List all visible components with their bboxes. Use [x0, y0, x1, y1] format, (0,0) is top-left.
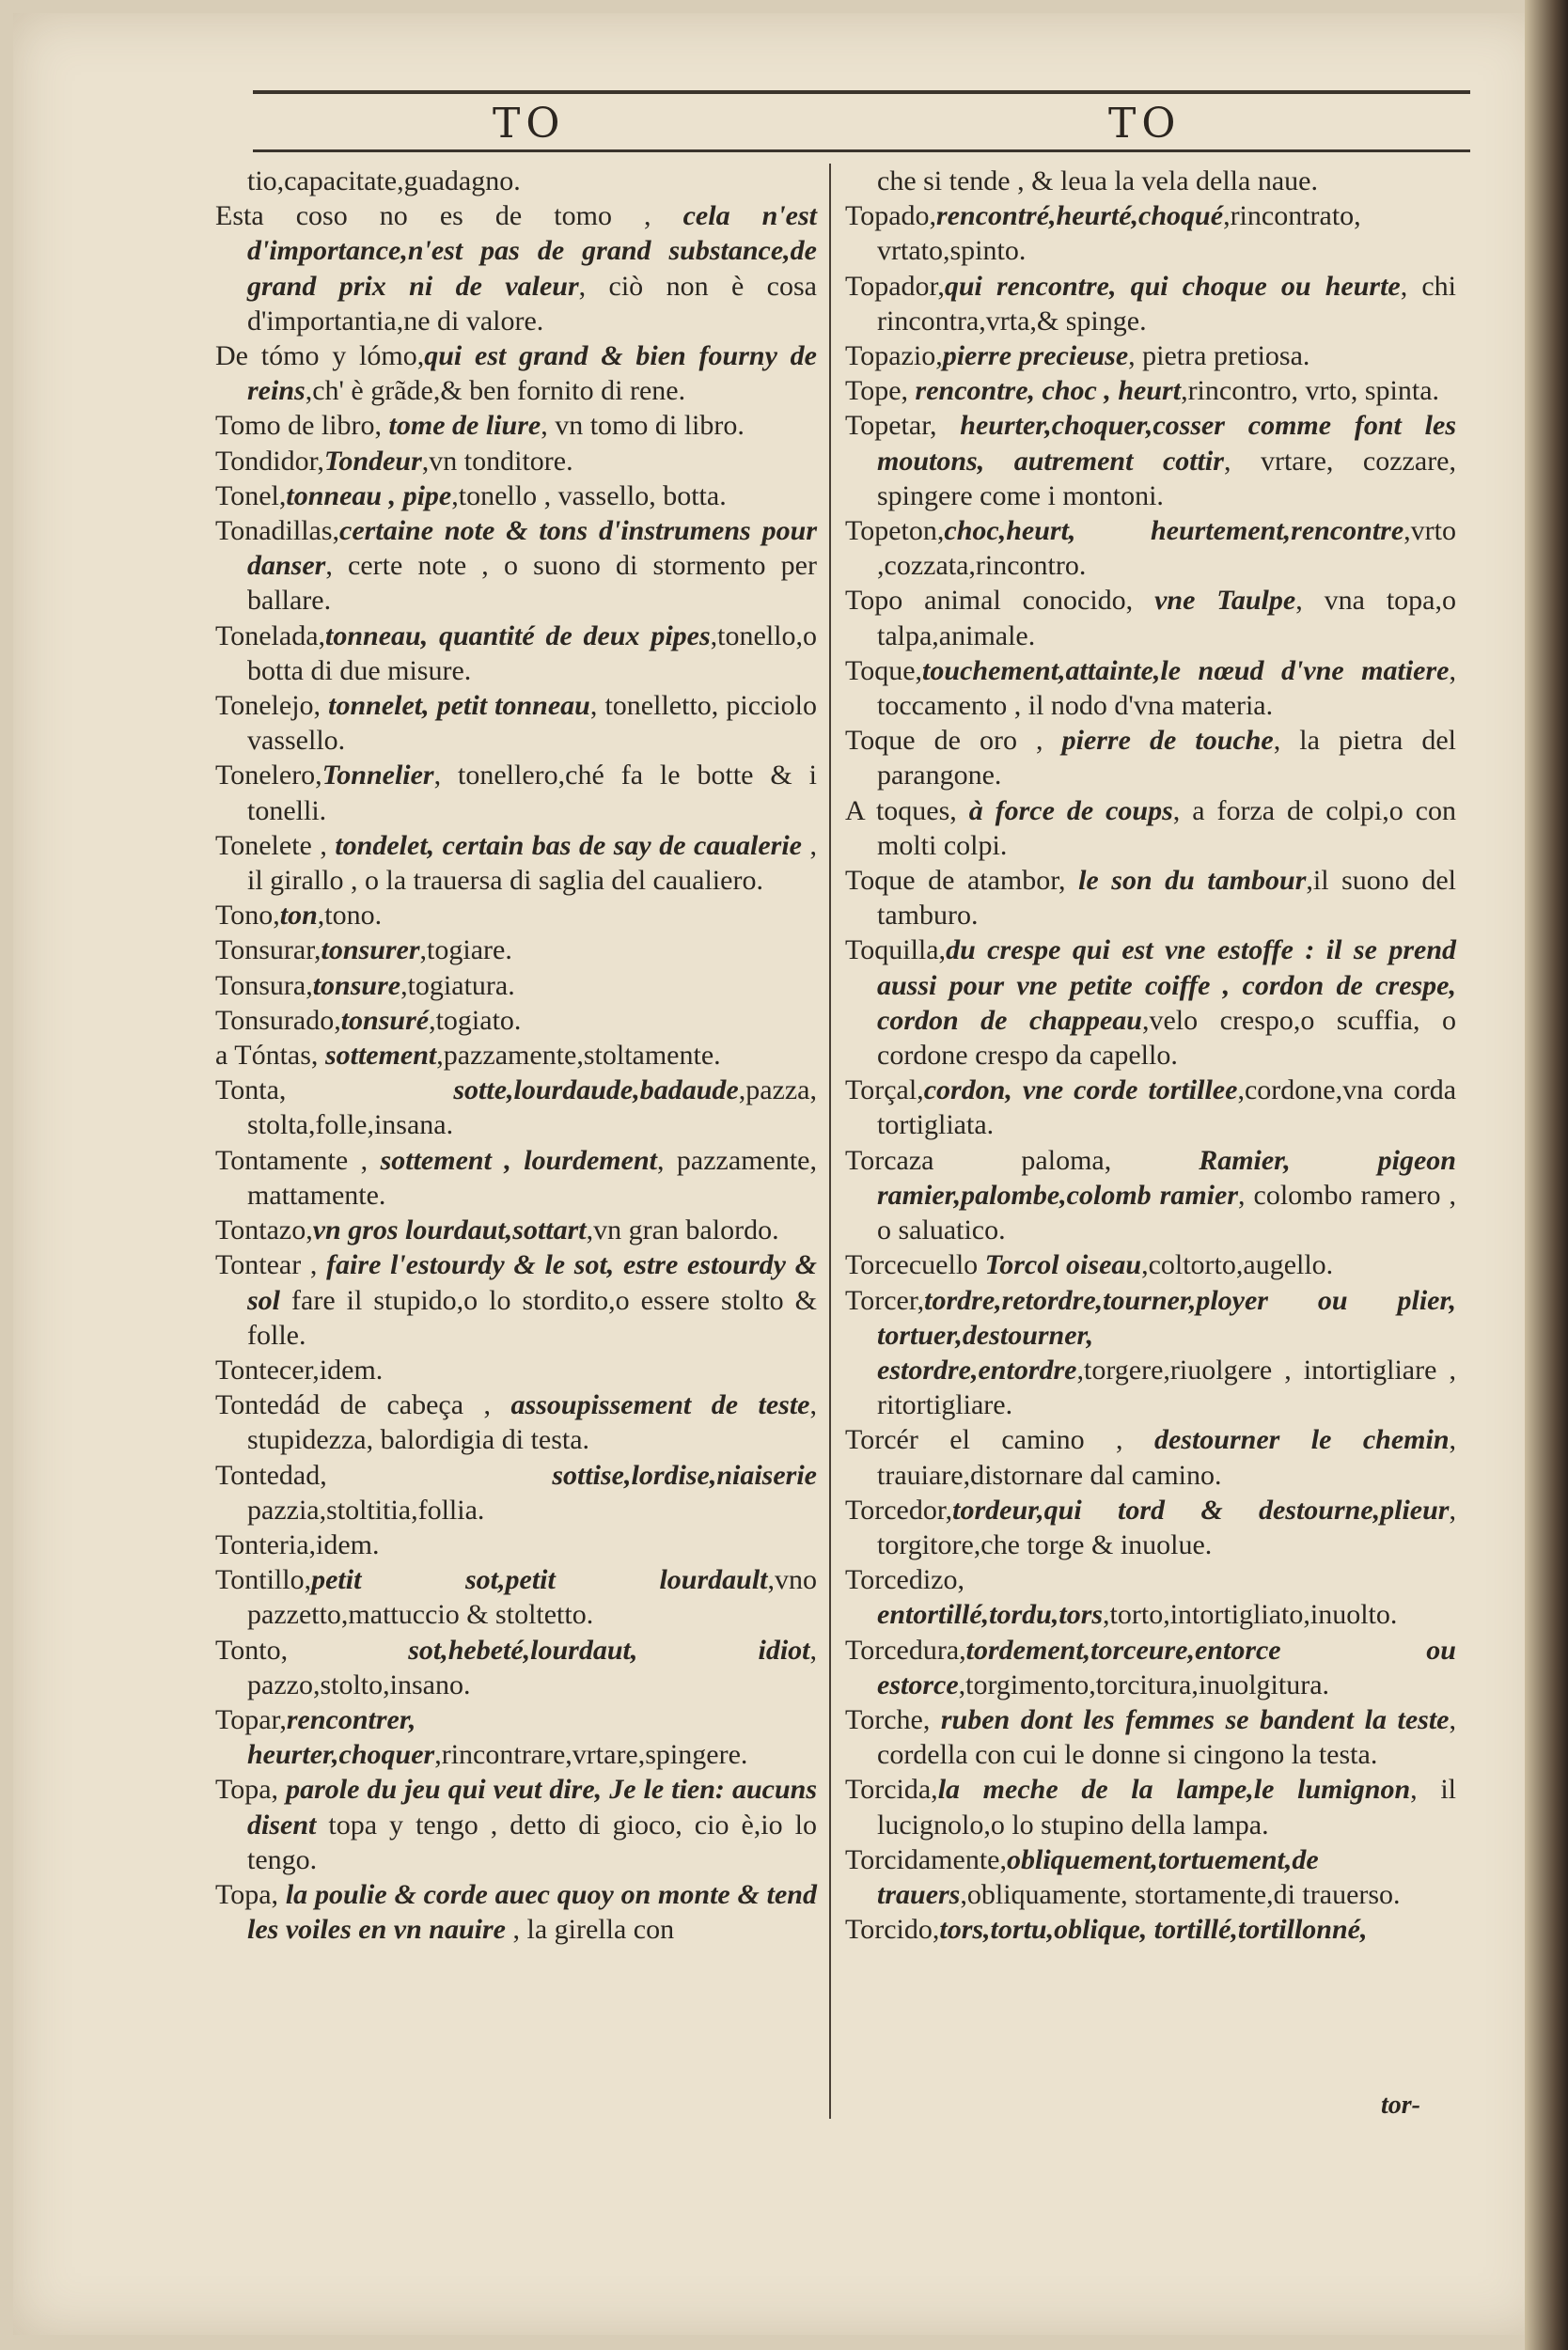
entry-italian: , vna topa,o talpa,animale. [877, 585, 1456, 651]
entry-french: rencontre, choc , heurt [915, 375, 1182, 407]
entry-italian: , il girallo , o la trauersa di saglia del caualiero. [247, 829, 817, 897]
entry-french: du crespe qui est vne estoffe : il se prend aussi pour vne petite coiffe , cordon de crespe, cordon de chappeau [877, 934, 1456, 1036]
dictionary-entry [215, 688, 817, 758]
entry-headword: Toquilla, [845, 934, 947, 966]
entry-french: entortillé,tordu,tors [877, 1599, 1104, 1631]
dictionary-entry [215, 1143, 817, 1213]
entry-italian: ,tonello , vassello, botta. [451, 479, 727, 511]
entry-headword: Tontedad, [215, 1459, 553, 1491]
entry-italian: ,rincontro, vrto, spinta. [1181, 375, 1440, 407]
entry-headword: Tonsurar, [215, 934, 321, 966]
entry-french: sottement , lourdement [380, 1144, 657, 1176]
entry-italian: , chi rincontra,vrta,& spinge. [877, 270, 1456, 337]
entry-french: ruben dont les femmes se bandent la teste [940, 1703, 1450, 1735]
dictionary-entry [845, 1073, 1456, 1142]
dictionary-entry [215, 1003, 817, 1038]
dictionary-entry [845, 269, 1456, 338]
entry-french: rencontrer, heurter,choquer [247, 1703, 435, 1771]
entry-french: ton [279, 900, 318, 932]
dictionary-entry [845, 164, 1456, 198]
entry-italian: , pazzamente, mattamente. [247, 1144, 817, 1211]
dictionary-entry [215, 1877, 817, 1947]
dictionary-entry [215, 619, 817, 688]
entry-headword: Tope, [845, 375, 916, 407]
entry-italian: ,togiato. [429, 1004, 522, 1036]
entry-headword: Tonelejo, [215, 690, 329, 722]
entry-headword: Tonteria, [215, 1528, 317, 1560]
dictionary-entry [845, 1702, 1456, 1772]
dictionary-entry [215, 1702, 817, 1772]
entry-italian: , il lucignolo,o lo stupino della lampa. [877, 1774, 1456, 1841]
entry-italian: ,rincontrato, vrtato,spinto. [877, 200, 1361, 267]
entry-headword: Topetar, [845, 410, 961, 442]
dictionary-entry [215, 513, 817, 619]
entry-italian: ,torgere,riuolgere , intortigliare , ritortigliare. [877, 1354, 1456, 1421]
dictionary-entry [215, 478, 817, 513]
dictionary-entry [845, 793, 1456, 863]
entry-italian: , certe note , o suono di stormento per ballare. [247, 550, 817, 617]
entry-headword: Torcedizo, [845, 1564, 965, 1596]
entry-headword: Tonadillas, [215, 515, 340, 547]
dictionary-entry [215, 968, 817, 1003]
entry-headword: Tontear , [215, 1249, 327, 1281]
entry-headword: Tonsurado, [215, 1004, 341, 1036]
entry-french: petit sot,petit lourdault [311, 1564, 768, 1596]
running-head-left: TO [493, 100, 566, 148]
entry-headword: Topa, [215, 1774, 287, 1806]
entry-italian: , pietra pretiosa. [1128, 340, 1310, 372]
entry-italian: ,rincontrare,vrtare,spingere. [434, 1739, 748, 1771]
entry-italian: , torgitore,che torge & inuolue. [877, 1494, 1456, 1560]
entry-headword: Torcedor, [845, 1494, 953, 1526]
entry-french: tonneau, quantité de deux pipes [325, 619, 711, 651]
entry-italian: ,torto,intortigliato,inuolto. [1103, 1599, 1398, 1631]
entry-italian: ,tono. [317, 900, 383, 932]
entry-headword: Torche, [845, 1703, 941, 1735]
entry-headword: Tondidor, [215, 445, 324, 477]
entry-italian: , la pietra del parangone. [877, 725, 1457, 791]
entry-headword: Torcér el camino , [845, 1424, 1154, 1456]
dictionary-entry [215, 1772, 817, 1877]
entry-italian: ,pazzamente,stoltamente. [436, 1040, 721, 1072]
entry-italian: ,togiare. [419, 934, 512, 966]
entry-headword: Tomo de libro, [215, 410, 389, 442]
dictionary-entry [845, 1247, 1456, 1282]
entry-french: tonsurer [321, 934, 420, 966]
entry-italian: ,vn tonditore. [421, 445, 573, 477]
entry-italian: , toccamento , il nodo d'vna materia. [877, 654, 1456, 722]
entry-headword: Esta coso no es de tomo , [215, 200, 683, 232]
dictionary-entry [845, 932, 1456, 1073]
entry-headword: A toques, [845, 794, 969, 826]
dictionary-entry [845, 513, 1456, 583]
page-edge-shadow [1525, 0, 1568, 2350]
entry-headword: Torcida, [845, 1774, 938, 1806]
dictionary-entry [845, 1283, 1456, 1423]
entry-headword: Tonelero, [215, 760, 322, 791]
entry-italian: ,vrto ,cozzata,rincontro. [877, 515, 1456, 582]
entry-french: tordre,retordre,tourner,ployer ou plier, tortuer,destourner, estordre,entordre [877, 1284, 1456, 1386]
entry-headword: Tonta, [215, 1074, 454, 1106]
entry-french: sotte,lourdaude,badaude [453, 1074, 739, 1106]
dictionary-entry [845, 198, 1456, 268]
dictionary-entry [215, 164, 817, 198]
entry-headword: Tonsura, [215, 969, 313, 1001]
dictionary-entry [215, 1353, 817, 1387]
entry-italian: , la girella con [506, 1914, 675, 1946]
entry-italian: idem. [316, 1528, 380, 1560]
entry-headword: Topado, [845, 200, 937, 232]
entry-french: assoupissement de teste [510, 1389, 810, 1421]
entry-french: sottement [324, 1040, 437, 1072]
entry-french: tordement,torceure,entorce ou estorce [877, 1634, 1456, 1700]
entry-french: cela n'est d'importance,n'est pas de grand substance,de grand prix ni de valeur [247, 200, 817, 302]
entry-italian: fare il stupido,o lo stordito,o essere stolto & folle. [247, 1284, 817, 1351]
entry-italian: , a forza de colpi,o con molti colpi. [877, 794, 1456, 861]
entry-italian: ,cordone,vna corda tortigliata. [877, 1074, 1457, 1141]
dictionary-entry [845, 1562, 1456, 1632]
entry-headword: Tonel, [215, 479, 287, 511]
entry-french: touchement,attainte,le nœud d'vne matiere [922, 654, 1450, 686]
header-rule [253, 149, 1470, 152]
dictionary-entry [845, 1842, 1456, 1912]
entry-italian: tio,capacitate,guadagno. [247, 165, 521, 196]
entry-french: la poulie & corde auec quoy on monte & tend les voiles en vn nauire [247, 1878, 817, 1946]
dictionary-entry [215, 1038, 817, 1073]
entry-french: vne Taulpe [1154, 585, 1296, 617]
entry-italian: ,coltorto,augello. [1141, 1249, 1334, 1281]
dictionary-entry [215, 1633, 817, 1702]
column-divider [829, 164, 831, 2119]
entry-french: Tondeur [323, 445, 422, 477]
entry-headword: Tontamente , [215, 1144, 381, 1176]
entry-headword: Tontillo, [215, 1564, 312, 1596]
entry-italian: , tonelletto, picciolo vassello. [247, 690, 818, 757]
entry-italian: ,ch' è grãde,& ben fornito di rene. [305, 375, 686, 407]
entry-french: tonsuré [340, 1004, 430, 1036]
dictionary-entry [845, 408, 1456, 513]
entry-french: heurter,choquer,cosser comme font les moutons, autrement cottir [877, 410, 1456, 477]
entry-italian: , stupidezza, balordigia di testa. [247, 1389, 817, 1456]
entry-headword: Tontazo, [215, 1214, 313, 1246]
dictionary-entry [215, 1073, 817, 1142]
entry-french: tonneau , pipe [286, 479, 452, 511]
entry-italian: ,togiatura. [400, 969, 515, 1001]
entry-french: rencontré,heurté,choqué [936, 200, 1224, 232]
entry-french: obliquement,tortuement,de trauers [877, 1843, 1319, 1910]
top-rule [253, 90, 1470, 94]
entry-headword: Topa, [215, 1878, 286, 1910]
entry-headword: Torcido, [845, 1914, 940, 1946]
entry-headword: Topo animal conocido, [845, 585, 1155, 617]
entry-headword: Tontedád de cabeça , [215, 1389, 511, 1421]
entry-french: qui est grand & bien fourny de reins [247, 340, 817, 407]
entry-headword: Tonto, [215, 1634, 409, 1666]
entry-headword: Tonelada, [215, 619, 326, 651]
entry-french: pierre precieuse [942, 340, 1129, 372]
entry-italian: ,pazza, stolta,folle,insana. [247, 1074, 817, 1141]
entry-french: Torcol oiseau [984, 1249, 1142, 1281]
dictionary-entry [845, 1912, 1456, 1947]
entry-italian: , trauiare,distornare dal camino. [877, 1424, 1457, 1491]
entry-french: Tonnelier [321, 760, 434, 791]
entry-italian: ,tonello,o botta di due misure. [247, 619, 817, 686]
entry-headword: Torçal, [845, 1074, 924, 1106]
dictionary-entry [845, 1143, 1456, 1248]
entry-italian: topa y tengo , detto di gioco, cio è,io lo tengo. [247, 1809, 817, 1875]
entry-french: sottise,lordise,niaiserie [552, 1459, 817, 1491]
dictionary-entry [845, 338, 1456, 373]
entry-headword: Topazio, [845, 340, 943, 372]
dictionary-entry [215, 338, 817, 408]
entry-headword: Toque, [845, 654, 923, 686]
entry-french: tors,tortu,oblique, tortillé,tortillonné, [939, 1914, 1368, 1946]
dictionary-entry [215, 198, 817, 338]
left-column [215, 164, 817, 1947]
entry-italian: , tonellero,ché fa le botte & i tonelli. [247, 760, 817, 826]
dictionary-entry [845, 1422, 1456, 1492]
entry-italian: , colombo ramero , o saluatico. [877, 1179, 1456, 1246]
entry-french: parole du jeu qui veut dire, Je le tien: aucuns disent [247, 1774, 817, 1841]
entry-headword: a Tóntas, [215, 1040, 325, 1072]
entry-french: la meche de la lampe,le lumignon [937, 1774, 1411, 1806]
entry-french: tondelet, certain bas de say de caualerie [335, 829, 802, 861]
entry-french: tome de liure [388, 410, 541, 442]
dictionary-entry [845, 1633, 1456, 1702]
entry-italian: ,torgimento,torcitura,inuolgitura. [958, 1668, 1330, 1700]
entry-italian: , vn tomo di libro. [541, 410, 745, 442]
dictionary-entry [215, 828, 817, 898]
entry-headword: Torcaza paloma, [845, 1144, 1200, 1176]
right-column [845, 164, 1456, 1947]
dictionary-entry [215, 1528, 817, 1562]
entry-headword: Torcer, [845, 1284, 925, 1316]
running-head-right: TO [1108, 100, 1182, 148]
entry-italian: ,il suono del tamburo. [877, 865, 1456, 932]
entry-french: destourner le chemin [1153, 1424, 1450, 1456]
entry-french: qui rencontre, qui choque ou heurte [944, 270, 1401, 302]
entry-italian: ,velo crespo,o scuffia, o cordone crespo da capello. [877, 1004, 1456, 1072]
entry-french: tordeur,qui tord & destourne,plieur [952, 1494, 1450, 1526]
entry-french: le son du tambour [1078, 865, 1307, 897]
entry-italian: idem. [319, 1354, 384, 1386]
entry-headword: Toque de oro , [845, 725, 1062, 757]
dictionary-entry [215, 444, 817, 478]
entry-italian: , vrtare, cozzare, spingere come i montoni. [877, 445, 1456, 511]
entry-headword: Topeton, [845, 515, 945, 547]
dictionary-entry [845, 723, 1456, 792]
dictionary-entry [845, 653, 1456, 723]
entry-italian: che si tende , & leua la vela della naue. [877, 165, 1318, 196]
dictionary-entry [845, 373, 1456, 408]
entry-french: à force de coups [968, 794, 1173, 826]
entry-french: tonnelet, petit tonneau [328, 690, 590, 722]
entry-french: pierre de touche [1061, 725, 1274, 757]
dictionary-entry [215, 758, 817, 827]
dictionary-entry [215, 1458, 817, 1528]
entry-headword: Torcedura, [845, 1634, 966, 1666]
dictionary-entry [845, 1772, 1456, 1841]
entry-italian: , cordella con cui le donne si cingono la testa. [877, 1703, 1456, 1771]
entry-headword: Tono, [215, 900, 280, 932]
entry-italian: ,vno pazzetto,mattuccio & stoltetto. [247, 1564, 817, 1631]
dictionary-entry [215, 1247, 817, 1353]
book-page [13, 13, 1545, 2335]
dictionary-entry [845, 583, 1456, 652]
dictionary-entry [845, 863, 1456, 932]
entry-headword: Topar, [215, 1703, 287, 1735]
entry-italian: ,vn gran balordo. [586, 1214, 779, 1246]
dictionary-entry [215, 408, 817, 443]
entry-french: vn gros lourdaut,sottart [312, 1214, 587, 1246]
entry-headword: Torcecuello [845, 1249, 985, 1281]
entry-french: choc,heurt, heurtement,rencontre [944, 515, 1404, 547]
entry-italian: , pazzo,stolto,insano. [247, 1634, 817, 1700]
entry-headword: Torcidamente, [845, 1843, 1007, 1875]
dictionary-entry [215, 1213, 817, 1247]
entry-french: tonsure [312, 969, 401, 1001]
entry-italian: , ciò non è cosa d'importantia,ne di valore. [247, 270, 817, 337]
entry-headword: Tontecer, [215, 1354, 320, 1386]
dictionary-entry [215, 932, 817, 967]
entry-headword: Tonelete , [215, 829, 336, 861]
catchword: tor- [1381, 2091, 1420, 2120]
entry-headword: Topador, [845, 270, 945, 302]
entry-headword: Toque de atambor, [845, 865, 1079, 897]
entry-french: Ramier, pigeon ramier,palombe,colomb ramier [877, 1144, 1456, 1211]
entry-italian: pazzia,stoltitia,follia. [247, 1494, 485, 1526]
dictionary-entry [215, 898, 817, 932]
entry-italian: ,obliquamente, stortamente,di trauerso. [960, 1878, 1401, 1910]
entry-french: sot,hebeté,lourdaut, idiot [408, 1634, 810, 1666]
entry-french: cordon, vne corde tortillee [923, 1074, 1238, 1106]
entry-french: certaine note & tons d'instrumens pour danser [247, 515, 817, 582]
dictionary-entry [845, 1493, 1456, 1562]
dictionary-entry [215, 1387, 817, 1457]
dictionary-entry [215, 1562, 817, 1632]
entry-french: faire l'estourdy & le sot, estre estourdy & sol [247, 1249, 817, 1316]
entry-headword: De tómo y lómo, [215, 340, 425, 372]
